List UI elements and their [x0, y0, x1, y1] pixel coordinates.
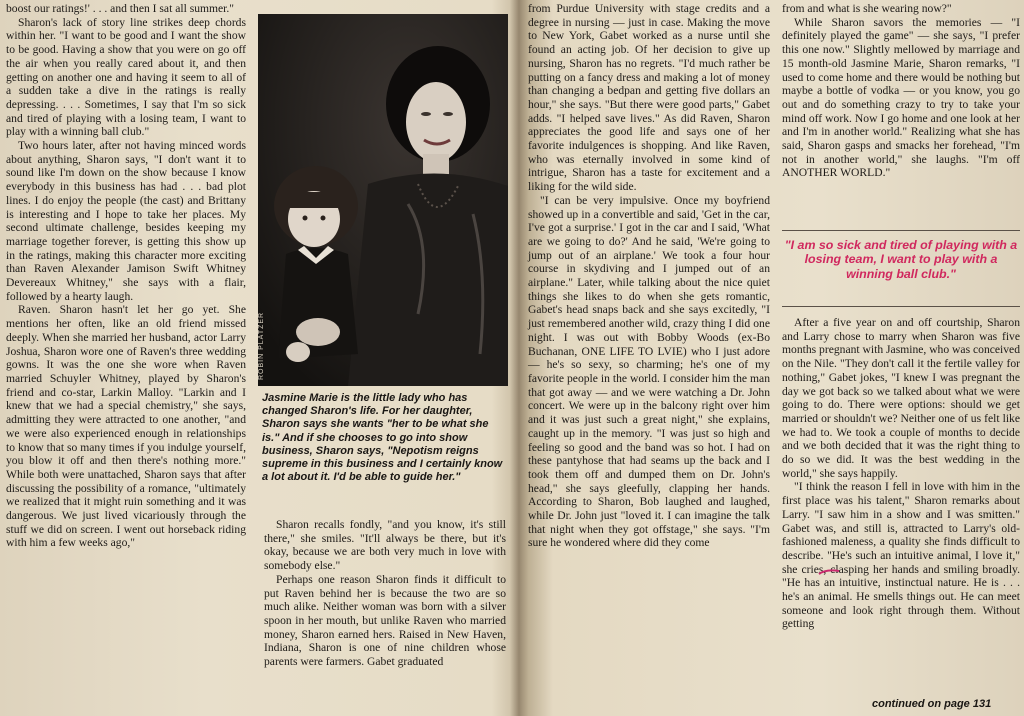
text-column-2 [264, 518, 506, 669]
paragraph: from Purdue University with stage credits and a degree in nursing — just in case. Making the move to New York, Gabet worked as a nurse until she found an acting job. Of her decision to give up nursing, Sharon has no regrets. "I'd much rather be putting on a fancy dress and making a lot of money than changing a bedpan and getting five dollars an hour," she says. "But there were good parts," Gabet adds. "I helped save lives." As did Raven, Sharon appreciates the good life and says one of her favorite indulgences is shopping. And like Raven, who was eternally involved in some kind of intrigue, Sharon has a taste for excitement and a liking for the wild side. [528, 2, 770, 194]
paragraph: "I can be very impulsive. Once my boyfriend showed up in a convertible and said, 'Get in the car, I've got a surprise.' I got in the car and I said, 'What are we going to do?' And he said, 'We're going to jump out of an airplane.' We took a four hour course in skydiving and I jumped out of an airplane." Later, while talking about the nice quiet things she likes to do when she gets romantic, Gabet's head snaps back and she says excitedly, "I just remembered another wild, crazy thing I did one night. I was out with Bobby Woods (ex-Bo Buchanan, ONE LIFE TO LVIE) who I just adore — he's so sexy, so charming; he's one of my favorite people in the world. I consider him the man that got away — and we were watching a Dr. John concert. We were up in the balcony right over him and it was just such a great night," she explains, caught up in the memory. "I was just so high and feeling so good and the band was so hot. I had on these pantyhose that had seams up the back and I took them off and dumped them on Dr. John's head," she says gleefully, clapping her hands. According to Sharon, Bob laughed and laughed, while Dr. John just "loved it. I can imagine the talk that night when they got offstage," she says. "I'm sure he wondered where did they come [528, 193, 770, 550]
paragraph: Raven. Sharon hasn't let her go yet. She mentions her often, like an old friend missed deeply. When she married her husband, actor Larry Joshua, Sharon wore one of Raven's three wedding gowns. It was the one she wore when Raven married Schuyler Whitney, played by Sharon's friend and co-star, Larkin Malloy. "Larkin and I knew that we had a special chemistry," she says, admitting they were attracted to one another, "and we were also experienced enough in relationships to know that so many times if you indulge yourself, you blow it off and then there's nothing more." While both were unattached, Sharon says that after discussing the possibility of a romance, "ultimately we realized that it might ruin something and it was dangerous. We just lived vicariously through the stuff we did on screen. I went out horseback riding with him a few weeks ago," [6, 303, 246, 550]
mother-daughter-photo [258, 14, 508, 386]
page-gutter [510, 0, 528, 716]
pullquote-rule-bottom [782, 306, 1020, 307]
paragraph: While Sharon savors the memories — "I definitely played the game" — she says, "I prefer this one now." Slightly mellowed by marriage and 15 month-old Jasmine Marie, Sharon remarks, "I used to come home and there would be nothing but maybe a bottle of vodka — or you know, you go out and do something crazy to try to take your mind off work. Now I go home and one look at her and I'm in another world." Realizing what she has said, Sharon gasps and smacks her forehead, "I'm not in another world," she laughs. "I'm off ANOTHER WORLD." [782, 15, 1020, 180]
text-column-4-continued [782, 316, 1020, 631]
paragraph: from and what is she wearing now?" [782, 2, 952, 15]
paragraph: Two hours later, after not having minced words about anything, Sharon says, "I don't want it to sound like I'm down on the show because I know everybody in this business has had . . . bad plot lines. I do enjoy the people (the cast) and Brittany is interesting and I hope to take her places. My second ultimate challenge, besides keeping my marriage together forever, is getting this show up in the ratings, making this character more exciting than Raven Alexander Jamison Swift Whitney Devereaux Whitney," she says with a flair, followed by a hearty laugh. [6, 139, 246, 303]
pull-quote: "I am so sick and tired of playing with a losing team, I want to play with a winning ball club." [784, 238, 1018, 281]
text-column-3 [528, 2, 770, 550]
photo-caption: Jasmine Marie is the little lady who has changed Sharon's life. For her daughter, Sharon says she wants "her to be what she is." And if she chooses to go into show business, Sharon says, "Nepotism reigns supreme in this business and I certainly know a lot about it. I'd be able to guide her." [262, 392, 503, 484]
pullquote-rule-top [782, 230, 1020, 231]
text-column-1 [6, 2, 246, 550]
paragraph: After a five year on and off courtship, Sharon and Larry chose to marry when Sharon was five months pregnant with Jasmine, who was conceived on the Nile. "They don't call it the fertile valley for nothing," Gabet jokes, "I knew I was pregnant the day we got back so we talked about what we were going to do. There were options: should we get married or shouldn't we? Neither one of us felt like we had to. We took a couple of months to decide and we both decided that it was the right thing to do so we did. It was the best wedding in the world," she says happily. [782, 316, 1020, 480]
paragraph: Sharon recalls fondly, "and you know, it's still there," she smiles. "It'll always be there, but it's okay, because we are both very much in love with somebody else." [264, 518, 506, 573]
paragraph: Perhaps one reason Sharon finds it difficult to put Raven behind her is because the two are so much alike. Neither woman was born with a silver spoon in her mouth, but unlike Raven who married money, Sharon earned hers. Raised in New Haven, Indiana, Sharon is one of nine children whose parents were farmers. Gabet graduated [264, 572, 506, 669]
pen-mark [818, 568, 840, 576]
paragraph: "I think the reason I fell in love with him in the first place was his talent," Sharon remarks about Larry. "I saw him in a show and I was smitten." Gabet was, and still is, attracted to Larry's old-fashioned maleness, a quality she finds difficult to describe. "He's such an intuitive animal, I love it," she cries, clasping her hands and smiling broadly. "He has an intuitive, instinctual nature. He is . . . he's an animal. He smells things out. He can meet someone and look right through them. Without getting [782, 480, 1020, 631]
continued-on-page: continued on page 131 [872, 698, 992, 710]
paragraph: boost our ratings!' . . . and then I sat all summer." [6, 2, 235, 15]
photo-credit: ROBIN PLATZER [258, 311, 265, 380]
text-column-4 [782, 2, 1020, 180]
paragraph: Sharon's lack of story line strikes deep chords within her. "I want to be good and I want the show to be good. Having a show that you were on go off the air when you really cared about it, and then getting on another one and having it seem to all of a sudden take a dive in the ratings is really depressing. . . . Sometimes, I say that I'm so sick and tired of playing with a losing team, I want to play with a winning ball club." [6, 15, 246, 139]
